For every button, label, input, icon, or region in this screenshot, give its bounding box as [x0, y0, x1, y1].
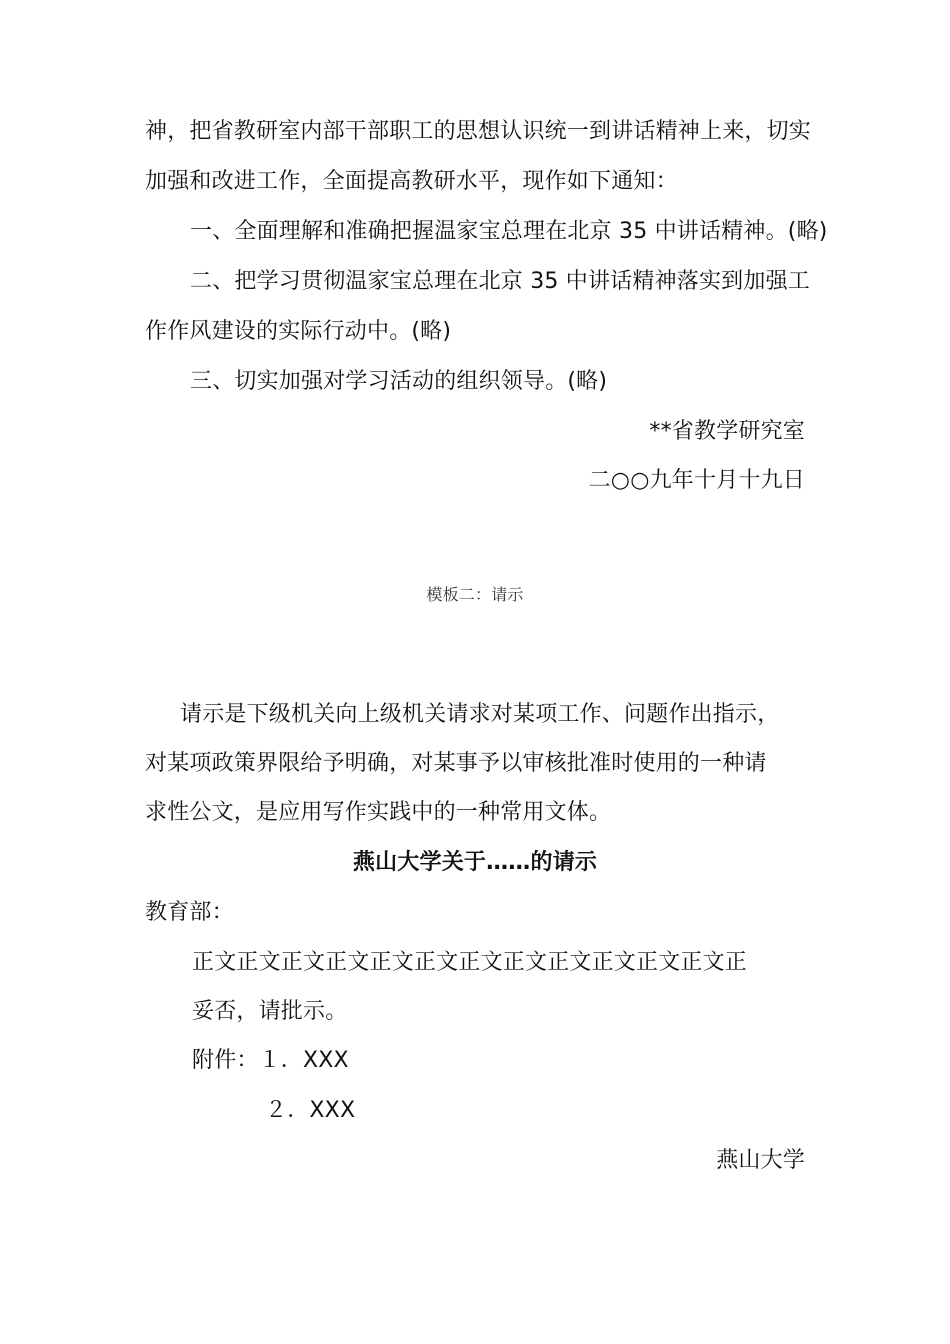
request-signature: 燕山大学: [716, 1148, 805, 1173]
notice-item-3: 三、切实加强对学习活动的组织领导。(略): [190, 369, 608, 394]
notice-paragraph-line: 神，把省教研室内部干部职工的思想认识统一到讲话精神上来，切实: [145, 119, 812, 144]
notice-item-1: 一、全面理解和准确把握温家宝总理在北京 35 中讲话精神。(略): [190, 219, 828, 244]
document-title: 燕山大学关于……的请示: [352, 850, 598, 875]
notice-paragraph-line: 加强和改进工作，全面提高教研水平，现作如下通知：: [145, 169, 678, 194]
notice-item-2-continued: 作作风建设的实际行动中。(略): [145, 319, 452, 344]
attachment-1: 附件：１．XXX: [192, 1048, 349, 1073]
template-heading: 模板二：请示: [426, 585, 524, 604]
closing-request: 妥否，请批示。: [192, 999, 348, 1024]
intro-line: 对某项政策界限给予明确，对某事予以审核批准时使用的一种请: [145, 751, 767, 776]
intro-line: 求性公文，是应用写作实践中的一种常用文体。: [145, 800, 612, 825]
intro-line: 请示是下级机关向上级机关请求对某项工作、问题作出指示，: [180, 702, 780, 727]
notice-signature: **省教学研究室: [649, 419, 805, 444]
attachment-2: ２．XXX: [265, 1098, 356, 1123]
recipient: 教育部：: [145, 900, 234, 925]
notice-date: 二○○九年十月十九日: [588, 468, 805, 493]
body-text: 正文正文正文正文正文正文正文正文正文正文正文正文正: [192, 950, 748, 975]
notice-item-2: 二、把学习贯彻温家宝总理在北京 35 中讲话精神落实到加强工: [190, 269, 810, 294]
